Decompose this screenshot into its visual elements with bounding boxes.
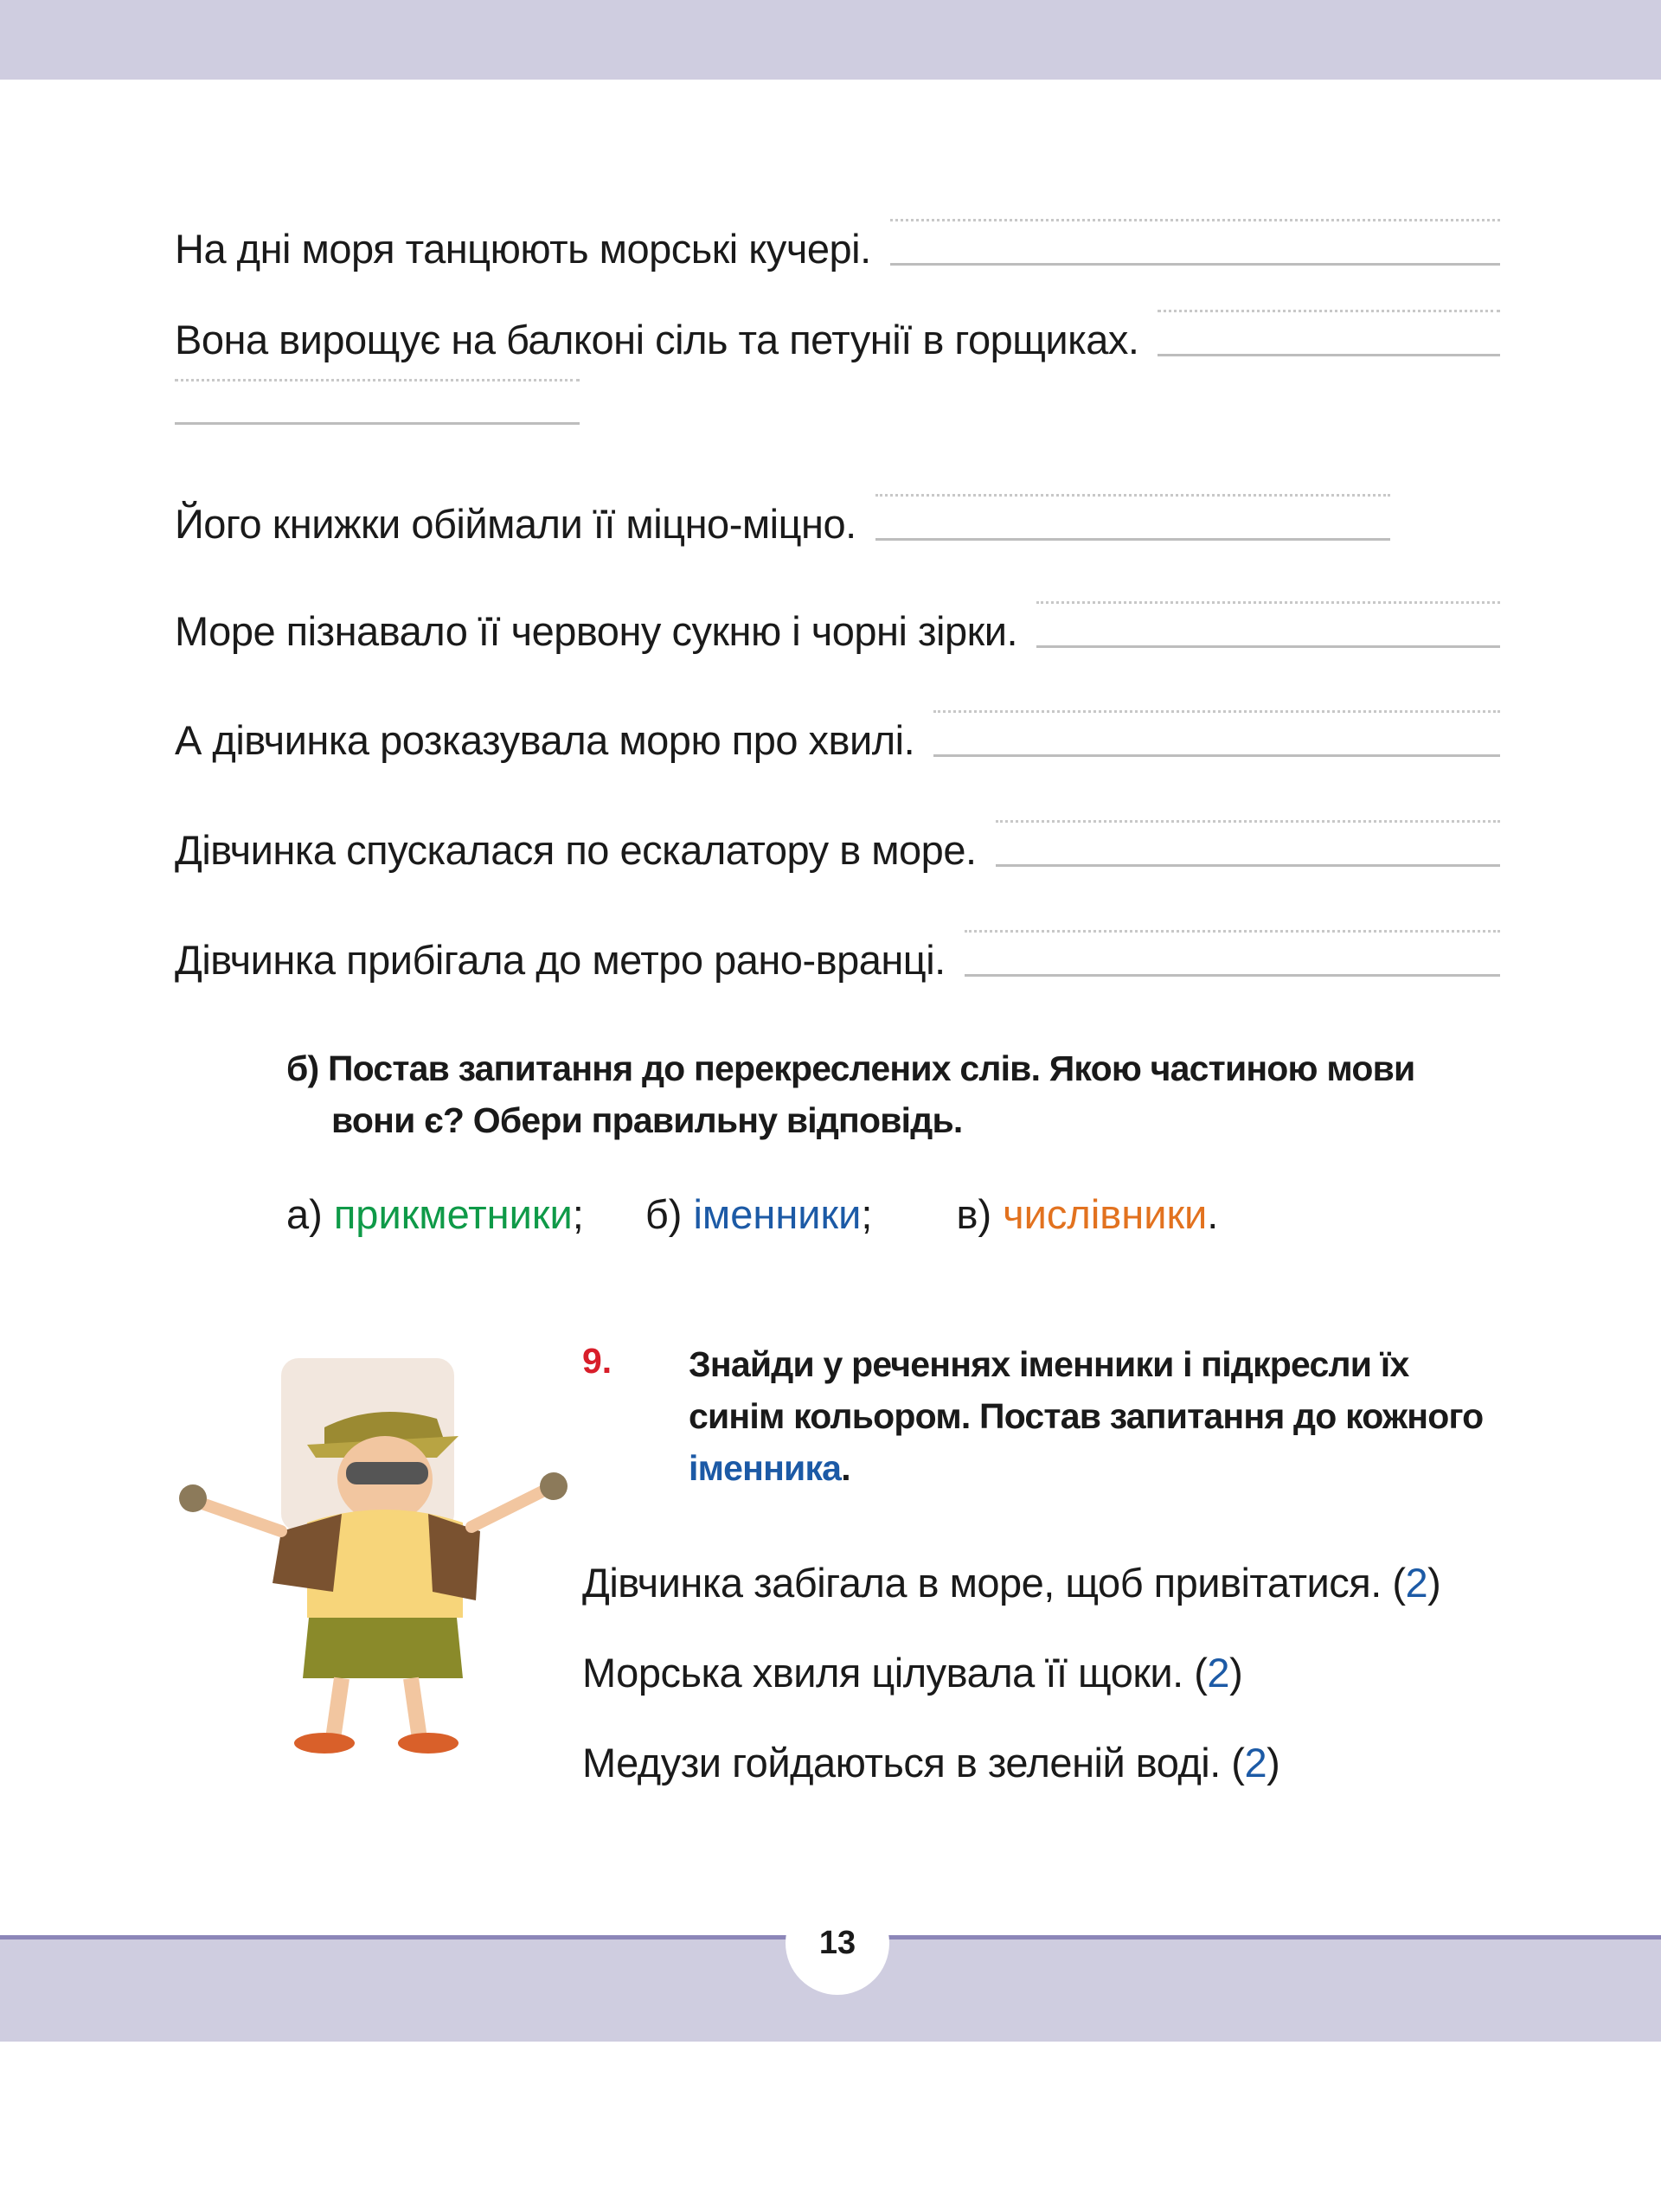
sentence-text: Дівчинка прибігала до метро рано-вранці. <box>175 937 946 983</box>
option-c[interactable]: в) числівники. <box>956 1191 1219 1237</box>
answer-line[interactable] <box>933 703 1500 764</box>
sentence-text: А дівчинка розказувала морю про хвилі. <box>175 717 915 763</box>
sentence-row <box>175 487 1390 548</box>
sentence-text: Його книжки обіймали її міцно-міцно. <box>175 501 856 547</box>
sentence-row <box>175 923 1500 984</box>
sentence-row <box>175 303 1500 363</box>
page-number: 13 <box>786 1891 889 1995</box>
task-b-line2: вони є? Обери правильну відповідь. <box>331 1100 963 1140</box>
sentence-text: Дівчинка спускалася по ескалатору в море. <box>175 827 977 873</box>
answer-line[interactable] <box>996 813 1500 874</box>
answer-line[interactable] <box>1036 594 1500 655</box>
task9-number: 9. <box>582 1341 612 1381</box>
answer-line[interactable] <box>875 487 1390 548</box>
option-b[interactable]: б) іменники; <box>645 1191 873 1237</box>
task9-sentence: Дівчинка забігала в море, щоб привітатися. (2) <box>582 1560 1441 1606</box>
sentence-text: Вона вирощує на балконі сіль та петунії в горщиках. <box>175 317 1139 362</box>
task9-sentence: Морська хвиля цілувала її щоки. (2) <box>582 1650 1243 1696</box>
answer-line-continuation[interactable] <box>175 363 580 428</box>
task-b-instruction <box>286 1042 1506 1146</box>
task9-sentence: Медузи гойдаються в зеленій воді. (2) <box>582 1740 1280 1786</box>
sentence-row <box>175 703 1500 764</box>
task-b-line1: б) Постав запитання до перекреслених слів. Якою частиною мови <box>286 1048 1415 1088</box>
sentence-row <box>175 594 1500 655</box>
header-band <box>0 0 1661 80</box>
task9-highlight: іменника <box>689 1448 842 1488</box>
answer-line[interactable] <box>965 923 1500 984</box>
boy-illustration <box>177 1306 571 1760</box>
option-a[interactable]: а) прикметники; <box>286 1191 584 1237</box>
sentence-row <box>175 212 1500 272</box>
sentence-text: На дні моря танцюють морські кучері. <box>175 226 871 272</box>
answer-line[interactable] <box>1158 303 1500 363</box>
answer-line[interactable] <box>890 212 1500 272</box>
sentence-text: Море пізнавало її червону сукню і чорні зірки. <box>175 608 1018 654</box>
sentence-row <box>175 813 1500 874</box>
task9-instruction: Знайди у реченнях іменники і підкресли їх синім кольором. Постав запитання до кожного іменника. <box>689 1344 1484 1488</box>
answer-options <box>286 1190 1268 1238</box>
